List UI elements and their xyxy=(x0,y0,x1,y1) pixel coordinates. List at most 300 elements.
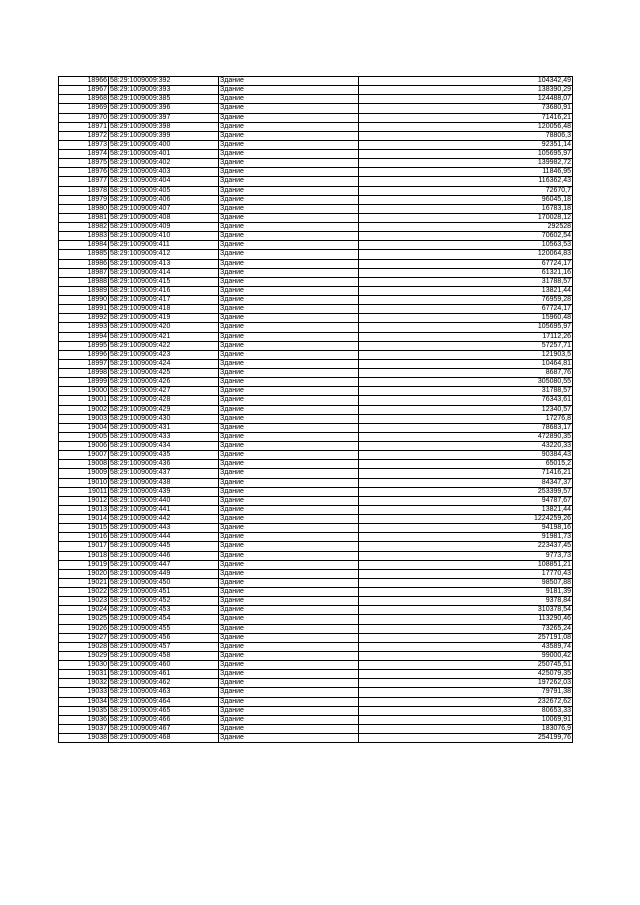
cadastral-number-cell: 58:29:1009009:418 xyxy=(109,305,219,314)
table-row xyxy=(59,168,573,177)
table-row xyxy=(59,460,573,469)
object-type-cell: Здание xyxy=(219,350,359,359)
table-row xyxy=(59,277,573,286)
cadastral-value-cell: 10464,81 xyxy=(359,359,573,368)
cadastral-value-cell: 57257,71 xyxy=(359,341,573,350)
object-type-cell: Здание xyxy=(219,405,359,414)
cadastral-number-cell: 58:29:1009009:427 xyxy=(109,387,219,396)
cadastral-value-cell: 71416,21 xyxy=(359,469,573,478)
row-number-cell: 18972 xyxy=(59,131,109,140)
object-type-cell: Здание xyxy=(219,259,359,268)
cadastral-value-cell: 10563,53 xyxy=(359,241,573,250)
cadastral-value-cell: 183076,9 xyxy=(359,724,573,733)
cadastral-value-cell: 9773,73 xyxy=(359,551,573,560)
cadastral-value-cell: 104342,49 xyxy=(359,77,573,86)
cadastral-number-cell: 58:29:1009009:458 xyxy=(109,651,219,660)
object-type-cell: Здание xyxy=(219,533,359,542)
object-type-cell: Здание xyxy=(219,296,359,305)
row-number-cell: 19022 xyxy=(59,588,109,597)
table-row xyxy=(59,697,573,706)
cadastral-number-cell: 58:29:1009009:406 xyxy=(109,195,219,204)
row-number-cell: 18971 xyxy=(59,122,109,131)
object-type-cell: Здание xyxy=(219,679,359,688)
table-row xyxy=(59,186,573,195)
object-type-cell: Здание xyxy=(219,569,359,578)
cadastral-value-cell: 91981,73 xyxy=(359,533,573,542)
object-type-cell: Здание xyxy=(219,95,359,104)
table-row xyxy=(59,734,573,743)
row-number-cell: 19018 xyxy=(59,551,109,560)
cadastral-number-cell: 58:29:1009009:433 xyxy=(109,432,219,441)
cadastral-number-cell: 58:29:1009009:440 xyxy=(109,496,219,505)
cadastral-value-cell: 254199,76 xyxy=(359,734,573,743)
cadastral-value-cell: 11846,95 xyxy=(359,168,573,177)
cadastral-number-cell: 58:29:1009009:462 xyxy=(109,679,219,688)
object-type-cell: Здание xyxy=(219,241,359,250)
table-row xyxy=(59,296,573,305)
table-row xyxy=(59,661,573,670)
cadastral-number-cell: 58:29:1009009:455 xyxy=(109,624,219,633)
table-row xyxy=(59,642,573,651)
row-number-cell: 19006 xyxy=(59,442,109,451)
table-row xyxy=(59,679,573,688)
row-number-cell: 19023 xyxy=(59,597,109,606)
cadastral-number-cell: 58:29:1009009:402 xyxy=(109,159,219,168)
object-type-cell: Здание xyxy=(219,204,359,213)
table-row xyxy=(59,350,573,359)
table-row xyxy=(59,715,573,724)
cadastral-value-cell: 17276,8 xyxy=(359,414,573,423)
object-type-cell: Здание xyxy=(219,131,359,140)
object-type-cell: Здание xyxy=(219,487,359,496)
table-row xyxy=(59,505,573,514)
table-row xyxy=(59,359,573,368)
row-number-cell: 18966 xyxy=(59,77,109,86)
table-row xyxy=(59,323,573,332)
row-number-cell: 18987 xyxy=(59,268,109,277)
object-type-cell: Здание xyxy=(219,104,359,113)
table-row xyxy=(59,95,573,104)
object-type-cell: Здание xyxy=(219,195,359,204)
row-number-cell: 19001 xyxy=(59,396,109,405)
row-number-cell: 18990 xyxy=(59,296,109,305)
object-type-cell: Здание xyxy=(219,606,359,615)
object-type-cell: Здание xyxy=(219,642,359,651)
row-number-cell: 19036 xyxy=(59,715,109,724)
table-row xyxy=(59,606,573,615)
object-type-cell: Здание xyxy=(219,423,359,432)
table-row xyxy=(59,259,573,268)
object-type-cell: Здание xyxy=(219,706,359,715)
object-type-cell: Здание xyxy=(219,469,359,478)
cadastral-value-cell: 124488,07 xyxy=(359,95,573,104)
cadastral-number-cell: 58:29:1009009:457 xyxy=(109,642,219,651)
object-type-cell: Здание xyxy=(219,140,359,149)
table-row xyxy=(59,442,573,451)
cadastral-value-cell: 170028,12 xyxy=(359,213,573,222)
cadastral-value-cell: 16783,18 xyxy=(359,204,573,213)
cadastral-number-cell: 58:29:1009009:450 xyxy=(109,578,219,587)
cadastral-value-cell: 232672,62 xyxy=(359,697,573,706)
row-number-cell: 19000 xyxy=(59,387,109,396)
cadastral-value-cell: 13821,44 xyxy=(359,286,573,295)
object-type-cell: Здание xyxy=(219,396,359,405)
row-number-cell: 19005 xyxy=(59,432,109,441)
row-number-cell: 19037 xyxy=(59,724,109,733)
row-number-cell: 18998 xyxy=(59,369,109,378)
cadastral-value-cell: 9181,39 xyxy=(359,588,573,597)
cadastral-number-cell: 58:29:1009009:385 xyxy=(109,95,219,104)
cadastral-number-cell: 58:29:1009009:412 xyxy=(109,250,219,259)
object-type-cell: Здание xyxy=(219,432,359,441)
cadastral-number-cell: 58:29:1009009:420 xyxy=(109,323,219,332)
table-row xyxy=(59,451,573,460)
object-type-cell: Здание xyxy=(219,578,359,587)
object-type-cell: Здание xyxy=(219,478,359,487)
table-row xyxy=(59,159,573,168)
cadastral-value-cell: 78683,17 xyxy=(359,423,573,432)
cadastral-value-cell: 138390,29 xyxy=(359,86,573,95)
table-row xyxy=(59,286,573,295)
table-row xyxy=(59,131,573,140)
object-type-cell: Здание xyxy=(219,524,359,533)
cadastral-number-cell: 58:29:1009009:410 xyxy=(109,232,219,241)
cadastral-value-cell: 8687,76 xyxy=(359,369,573,378)
row-number-cell: 19008 xyxy=(59,460,109,469)
cadastral-number-cell: 58:29:1009009:398 xyxy=(109,122,219,131)
row-number-cell: 18975 xyxy=(59,159,109,168)
table-row xyxy=(59,542,573,551)
cadastral-value-cell: 13821,44 xyxy=(359,505,573,514)
table-row xyxy=(59,615,573,624)
cadastral-number-cell: 58:29:1009009:439 xyxy=(109,487,219,496)
cadastral-value-cell: 292528 xyxy=(359,223,573,232)
row-number-cell: 19034 xyxy=(59,697,109,706)
cadastral-number-cell: 58:29:1009009:445 xyxy=(109,542,219,551)
row-number-cell: 19010 xyxy=(59,478,109,487)
cadastral-value-cell: 1224259,26 xyxy=(359,515,573,524)
row-number-cell: 19035 xyxy=(59,706,109,715)
table-row xyxy=(59,706,573,715)
row-number-cell: 19004 xyxy=(59,423,109,432)
table-row xyxy=(59,414,573,423)
registry-table-body xyxy=(59,77,573,743)
object-type-cell: Здание xyxy=(219,341,359,350)
cadastral-value-cell: 257191,08 xyxy=(359,633,573,642)
cadastral-number-cell: 58:29:1009009:429 xyxy=(109,405,219,414)
cadastral-value-cell: 9378,84 xyxy=(359,597,573,606)
object-type-cell: Здание xyxy=(219,113,359,122)
row-number-cell: 19033 xyxy=(59,688,109,697)
row-number-cell: 18978 xyxy=(59,186,109,195)
row-number-cell: 18979 xyxy=(59,195,109,204)
cadastral-number-cell: 58:29:1009009:399 xyxy=(109,131,219,140)
cadastral-number-cell: 58:29:1009009:411 xyxy=(109,241,219,250)
cadastral-number-cell: 58:29:1009009:430 xyxy=(109,414,219,423)
table-row xyxy=(59,213,573,222)
table-row xyxy=(59,305,573,314)
cadastral-value-cell: 96045,18 xyxy=(359,195,573,204)
cadastral-number-cell: 58:29:1009009:454 xyxy=(109,615,219,624)
cadastral-value-cell: 121903,5 xyxy=(359,350,573,359)
table-row xyxy=(59,369,573,378)
cadastral-value-cell: 250745,51 xyxy=(359,661,573,670)
cadastral-value-cell: 105695,97 xyxy=(359,150,573,159)
cadastral-number-cell: 58:29:1009009:468 xyxy=(109,734,219,743)
row-number-cell: 18982 xyxy=(59,223,109,232)
row-number-cell: 18970 xyxy=(59,113,109,122)
row-number-cell: 18997 xyxy=(59,359,109,368)
row-number-cell: 19019 xyxy=(59,560,109,569)
object-type-cell: Здание xyxy=(219,442,359,451)
cadastral-number-cell: 58:29:1009009:414 xyxy=(109,268,219,277)
table-row xyxy=(59,86,573,95)
cadastral-number-cell: 58:29:1009009:467 xyxy=(109,724,219,733)
object-type-cell: Здание xyxy=(219,715,359,724)
row-number-cell: 19017 xyxy=(59,542,109,551)
cadastral-value-cell: 78806,3 xyxy=(359,131,573,140)
table-row xyxy=(59,140,573,149)
cadastral-value-cell: 305080,55 xyxy=(359,378,573,387)
cadastral-number-cell: 58:29:1009009:415 xyxy=(109,277,219,286)
registry-table xyxy=(58,76,573,743)
table-row xyxy=(59,578,573,587)
table-row xyxy=(59,150,573,159)
object-type-cell: Здание xyxy=(219,515,359,524)
cadastral-value-cell: 197262,03 xyxy=(359,679,573,688)
cadastral-value-cell: 67724,17 xyxy=(359,305,573,314)
table-row xyxy=(59,569,573,578)
cadastral-value-cell: 31788,57 xyxy=(359,387,573,396)
cadastral-value-cell: 116362,43 xyxy=(359,177,573,186)
table-row xyxy=(59,496,573,505)
object-type-cell: Здание xyxy=(219,268,359,277)
cadastral-number-cell: 58:29:1009009:443 xyxy=(109,524,219,533)
cadastral-number-cell: 58:29:1009009:431 xyxy=(109,423,219,432)
cadastral-number-cell: 58:29:1009009:416 xyxy=(109,286,219,295)
cadastral-value-cell: 43589,74 xyxy=(359,642,573,651)
object-type-cell: Здание xyxy=(219,86,359,95)
object-type-cell: Здание xyxy=(219,232,359,241)
table-row xyxy=(59,651,573,660)
table-row xyxy=(59,195,573,204)
cadastral-number-cell: 58:29:1009009:413 xyxy=(109,259,219,268)
cadastral-number-cell: 58:29:1009009:434 xyxy=(109,442,219,451)
row-number-cell: 19028 xyxy=(59,642,109,651)
row-number-cell: 19016 xyxy=(59,533,109,542)
cadastral-value-cell: 253399,57 xyxy=(359,487,573,496)
table-row xyxy=(59,432,573,441)
table-row xyxy=(59,104,573,113)
cadastral-number-cell: 58:29:1009009:392 xyxy=(109,77,219,86)
cadastral-value-cell: 10069,91 xyxy=(359,715,573,724)
row-number-cell: 19029 xyxy=(59,651,109,660)
cadastral-number-cell: 58:29:1009009:441 xyxy=(109,505,219,514)
cadastral-value-cell: 72670,7 xyxy=(359,186,573,195)
cadastral-number-cell: 58:29:1009009:396 xyxy=(109,104,219,113)
row-number-cell: 18983 xyxy=(59,232,109,241)
cadastral-value-cell: 90384,43 xyxy=(359,451,573,460)
object-type-cell: Здание xyxy=(219,651,359,660)
row-number-cell: 19032 xyxy=(59,679,109,688)
row-number-cell: 19002 xyxy=(59,405,109,414)
object-type-cell: Здание xyxy=(219,186,359,195)
cadastral-number-cell: 58:29:1009009:436 xyxy=(109,460,219,469)
table-row xyxy=(59,423,573,432)
cadastral-value-cell: 67724,17 xyxy=(359,259,573,268)
table-row xyxy=(59,670,573,679)
cadastral-value-cell: 108851,21 xyxy=(359,560,573,569)
cadastral-number-cell: 58:29:1009009:408 xyxy=(109,213,219,222)
cadastral-value-cell: 15960,48 xyxy=(359,314,573,323)
row-number-cell: 19013 xyxy=(59,505,109,514)
object-type-cell: Здание xyxy=(219,697,359,706)
table-row xyxy=(59,633,573,642)
cadastral-value-cell: 71416,21 xyxy=(359,113,573,122)
cadastral-value-cell: 120056,48 xyxy=(359,122,573,131)
cadastral-value-cell: 84347,37 xyxy=(359,478,573,487)
cadastral-number-cell: 58:29:1009009:428 xyxy=(109,396,219,405)
object-type-cell: Здание xyxy=(219,122,359,131)
object-type-cell: Здание xyxy=(219,597,359,606)
cadastral-number-cell: 58:29:1009009:403 xyxy=(109,168,219,177)
cadastral-number-cell: 58:29:1009009:425 xyxy=(109,369,219,378)
table-row xyxy=(59,624,573,633)
cadastral-number-cell: 58:29:1009009:442 xyxy=(109,515,219,524)
cadastral-number-cell: 58:29:1009009:456 xyxy=(109,633,219,642)
row-number-cell: 18995 xyxy=(59,341,109,350)
table-row xyxy=(59,597,573,606)
cadastral-value-cell: 94787,67 xyxy=(359,496,573,505)
cadastral-value-cell: 98507,88 xyxy=(359,578,573,587)
object-type-cell: Здание xyxy=(219,359,359,368)
table-row xyxy=(59,560,573,569)
cadastral-number-cell: 58:29:1009009:404 xyxy=(109,177,219,186)
object-type-cell: Здание xyxy=(219,286,359,295)
table-row xyxy=(59,469,573,478)
row-number-cell: 19012 xyxy=(59,496,109,505)
table-row xyxy=(59,250,573,259)
cadastral-number-cell: 58:29:1009009:463 xyxy=(109,688,219,697)
object-type-cell: Здание xyxy=(219,369,359,378)
row-number-cell: 19009 xyxy=(59,469,109,478)
object-type-cell: Здание xyxy=(219,414,359,423)
cadastral-number-cell: 58:29:1009009:423 xyxy=(109,350,219,359)
cadastral-value-cell: 65015,2 xyxy=(359,460,573,469)
cadastral-value-cell: 113290,46 xyxy=(359,615,573,624)
table-row xyxy=(59,332,573,341)
cadastral-number-cell: 58:29:1009009:407 xyxy=(109,204,219,213)
table-row xyxy=(59,232,573,241)
object-type-cell: Здание xyxy=(219,724,359,733)
row-number-cell: 18973 xyxy=(59,140,109,149)
table-row xyxy=(59,113,573,122)
row-number-cell: 19038 xyxy=(59,734,109,743)
cadastral-value-cell: 31788,57 xyxy=(359,277,573,286)
cadastral-value-cell: 17770,43 xyxy=(359,569,573,578)
cadastral-value-cell: 79791,38 xyxy=(359,688,573,697)
cadastral-number-cell: 58:29:1009009:393 xyxy=(109,86,219,95)
object-type-cell: Здание xyxy=(219,661,359,670)
object-type-cell: Здание xyxy=(219,633,359,642)
row-number-cell: 18968 xyxy=(59,95,109,104)
object-type-cell: Здание xyxy=(219,159,359,168)
cadastral-number-cell: 58:29:1009009:426 xyxy=(109,378,219,387)
table-row xyxy=(59,341,573,350)
table-row xyxy=(59,396,573,405)
cadastral-number-cell: 58:29:1009009:453 xyxy=(109,606,219,615)
cadastral-value-cell: 120064,83 xyxy=(359,250,573,259)
cadastral-number-cell: 58:29:1009009:438 xyxy=(109,478,219,487)
object-type-cell: Здание xyxy=(219,615,359,624)
object-type-cell: Здание xyxy=(219,505,359,514)
row-number-cell: 18985 xyxy=(59,250,109,259)
cadastral-value-cell: 139982,72 xyxy=(359,159,573,168)
cadastral-number-cell: 58:29:1009009:446 xyxy=(109,551,219,560)
row-number-cell: 18980 xyxy=(59,204,109,213)
object-type-cell: Здание xyxy=(219,542,359,551)
cadastral-number-cell: 58:29:1009009:400 xyxy=(109,140,219,149)
table-row xyxy=(59,314,573,323)
row-number-cell: 18986 xyxy=(59,259,109,268)
cadastral-value-cell: 99000,42 xyxy=(359,651,573,660)
table-row xyxy=(59,77,573,86)
cadastral-value-cell: 76959,28 xyxy=(359,296,573,305)
cadastral-number-cell: 58:29:1009009:397 xyxy=(109,113,219,122)
cadastral-value-cell: 105695,97 xyxy=(359,323,573,332)
object-type-cell: Здание xyxy=(219,688,359,697)
table-row xyxy=(59,487,573,496)
cadastral-value-cell: 94198,16 xyxy=(359,524,573,533)
table-row xyxy=(59,524,573,533)
table-row xyxy=(59,223,573,232)
object-type-cell: Здание xyxy=(219,305,359,314)
object-type-cell: Здание xyxy=(219,460,359,469)
row-number-cell: 18969 xyxy=(59,104,109,113)
cadastral-number-cell: 58:29:1009009:465 xyxy=(109,706,219,715)
row-number-cell: 18976 xyxy=(59,168,109,177)
cadastral-number-cell: 58:29:1009009:466 xyxy=(109,715,219,724)
cadastral-value-cell: 73265,24 xyxy=(359,624,573,633)
object-type-cell: Здание xyxy=(219,277,359,286)
row-number-cell: 18999 xyxy=(59,378,109,387)
object-type-cell: Здание xyxy=(219,177,359,186)
object-type-cell: Здание xyxy=(219,314,359,323)
cadastral-value-cell: 425079,35 xyxy=(359,670,573,679)
cadastral-value-cell: 61321,16 xyxy=(359,268,573,277)
object-type-cell: Здание xyxy=(219,378,359,387)
table-row xyxy=(59,515,573,524)
cadastral-number-cell: 58:29:1009009:437 xyxy=(109,469,219,478)
cadastral-value-cell: 70602,54 xyxy=(359,232,573,241)
row-number-cell: 19003 xyxy=(59,414,109,423)
cadastral-number-cell: 58:29:1009009:444 xyxy=(109,533,219,542)
cadastral-value-cell: 223437,45 xyxy=(359,542,573,551)
row-number-cell: 19011 xyxy=(59,487,109,496)
object-type-cell: Здание xyxy=(219,168,359,177)
object-type-cell: Здание xyxy=(219,223,359,232)
row-number-cell: 19015 xyxy=(59,524,109,533)
cadastral-value-cell: 12340,57 xyxy=(359,405,573,414)
table-row xyxy=(59,268,573,277)
row-number-cell: 19030 xyxy=(59,661,109,670)
row-number-cell: 18996 xyxy=(59,350,109,359)
cadastral-number-cell: 58:29:1009009:417 xyxy=(109,296,219,305)
row-number-cell: 19021 xyxy=(59,578,109,587)
cadastral-number-cell: 58:29:1009009:449 xyxy=(109,569,219,578)
row-number-cell: 18974 xyxy=(59,150,109,159)
cadastral-number-cell: 58:29:1009009:452 xyxy=(109,597,219,606)
